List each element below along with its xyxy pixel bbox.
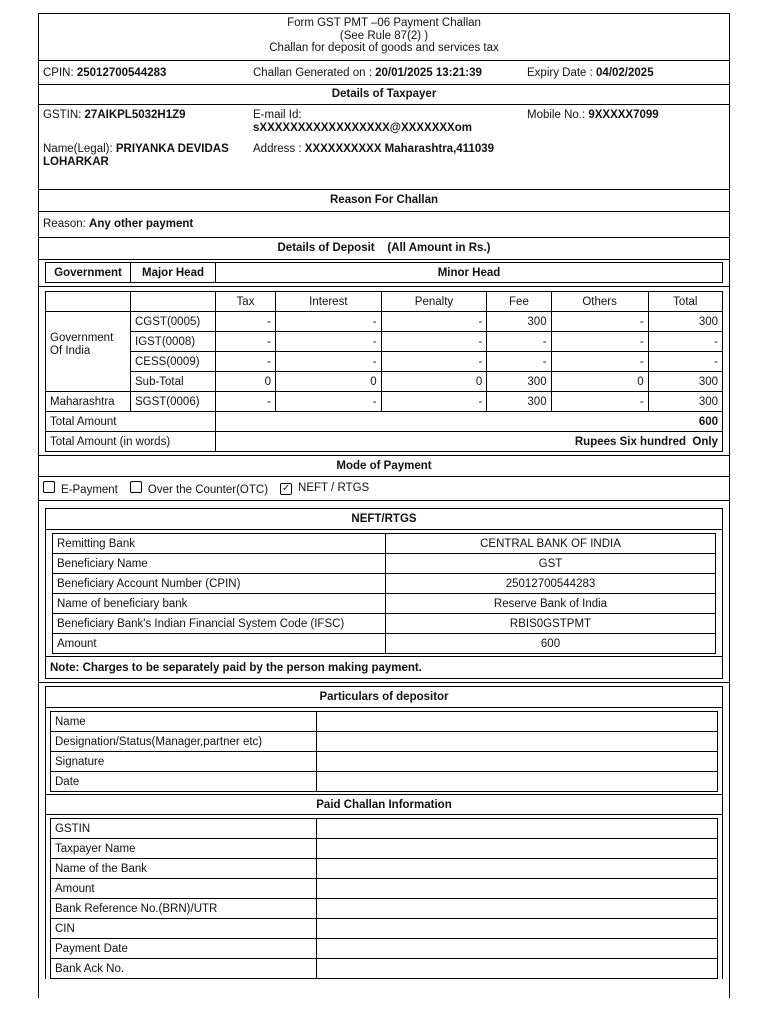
cell-value: 300 [648,372,722,392]
table-row [53,574,716,594]
neft-value-cell: GST [386,554,716,574]
state-cell: Maharashtra [46,392,131,412]
col-total: Total [648,292,722,312]
neft-label-cell: Beneficiary Account Number (CPIN) [53,574,386,594]
table-row [51,839,718,859]
generated-value: 20/01/2025 13:21:39 [375,66,482,79]
table-row [51,879,718,899]
table-row [46,332,723,352]
taxpayer-details [39,105,729,190]
major-head-cell: CGST(0005) [131,312,216,332]
paid-value-cell [317,859,718,879]
paid-label-cell: Bank Reference No.(BRN)/UTR [51,899,317,919]
depositor-label-cell: Date [51,772,317,792]
address-label: Address : [253,143,305,155]
gstin-label: GSTIN: [43,109,85,121]
expiry-label: Expiry Date : [527,66,597,79]
neft-label-cell: Remitting Bank [53,534,386,554]
cell-value: - [381,312,487,332]
otc-label: Over the Counter(OTC) [147,484,269,496]
cell-value: - [551,312,648,332]
name-value: PRIYANKA DEVIDAS LOHARKAR [43,143,229,168]
table-row [51,772,718,792]
cell-value: - [381,392,487,412]
cell-value: 0 [381,372,487,392]
major-head-cell: SGST(0006) [131,392,216,412]
cell-value: 300 [487,372,551,392]
total-label: Total Amount [46,412,216,432]
reason-row [39,212,729,238]
table-row [53,534,716,554]
depositor-label-cell: Name [51,712,317,732]
paid-label-cell: CIN [51,919,317,939]
cell-value: - [276,332,382,352]
cell-value: 300 [487,392,551,412]
reason-value: Any other payment [89,218,194,230]
deposit-table-wrap [39,287,729,456]
neft-value-cell: Reserve Bank of India [386,594,716,614]
challan-page [38,13,730,998]
form-subtitle: Challan for deposit of goods and services tax [269,42,499,54]
neft-value-cell: 600 [386,634,716,654]
neft-checkbox[interactable]: ✓ [281,483,291,494]
table-row [51,919,718,939]
name-label: Name(Legal): [43,143,116,155]
neft-label-cell: Amount [53,634,386,654]
col-tax: Tax [216,292,276,312]
total-row [46,412,723,432]
form-title: Form GST PMT –06 Payment Challan [287,17,481,29]
address-value: XXXXXXXXXX Maharashtra,411039 [304,143,495,155]
col-interest: Interest [276,292,382,312]
paid-value-cell [317,839,718,859]
cell-value: 300 [648,392,722,412]
table-row [51,752,718,772]
paid-label-cell: Bank Ack No. [51,959,317,979]
cell-value: 0 [551,372,648,392]
neft-value-cell: 25012700544283 [386,574,716,594]
depositor-label-cell: Signature [51,752,317,772]
paid-value-cell [317,959,718,979]
otc-option[interactable] [130,481,268,496]
cell-value: - [381,332,487,352]
depositor-value-cell[interactable] [317,752,718,772]
paid-value-cell [317,819,718,839]
cell-value: - [551,332,648,352]
cell-value: 300 [648,312,722,332]
neft-table [52,533,716,654]
cell-value: - [276,352,382,372]
form-rule: (See Rule 87(2) ) [339,29,429,42]
table-row [46,392,723,412]
depositor-label-cell: Designation/Status(Manager,partner etc) [51,732,317,752]
words-row [46,432,723,452]
paid-label-cell: Taxpayer Name [51,839,317,859]
deposit-table [45,291,723,452]
paid-value-cell [317,899,718,919]
expiry-value: 04/02/2025 [596,66,654,79]
cell-value: - [216,332,276,352]
table-row [46,352,723,372]
depositor-title: Particulars of depositor [46,687,722,708]
cell-value: - [648,332,722,352]
words-value: Rupees Six hundred Only [216,432,723,452]
neft-note: Note: Charges to be separately paid by the person making payment. [46,656,722,678]
neft-title: NEFT/RTGS [46,509,722,530]
cell-value: - [276,392,382,412]
table-row [53,554,716,574]
head-major: Major Head [131,263,216,283]
cell-value: - [551,352,648,372]
neft-wrap [39,501,729,683]
paid-table [50,818,718,979]
table-row [53,614,716,634]
table-row [51,859,718,879]
epayment-label: E-Payment [61,484,118,496]
mobile-label: Mobile No.: [527,109,589,121]
mobile-value: 9XXXXX7099 [588,109,659,121]
table-row [51,732,718,752]
col-others: Others [551,292,648,312]
col-fee: Fee [487,292,551,312]
generated-label: Challan Generated on : [253,66,376,79]
cell-value: - [551,392,648,412]
cell-value: - [216,352,276,372]
major-head-cell: IGST(0008) [131,332,216,352]
cell-value: - [487,332,551,352]
table-row [51,959,718,979]
neft-option[interactable] [280,482,369,495]
deposit-head-wrap [39,260,729,287]
neft-label: NEFT / RTGS [298,482,370,494]
table-row [51,712,718,732]
table-row [53,594,716,614]
cpin-value: 25012700544283 [76,66,167,79]
paid-value-cell [317,919,718,939]
total-value: 600 [216,412,723,432]
mode-options [39,477,729,501]
neft-box [45,508,723,679]
deposit-title-text: Details of Deposit (All Amount in Rs.) [277,242,491,254]
depositor-box [45,686,723,979]
table-row [46,312,723,332]
paid-label-cell: Amount [51,879,317,899]
mode-section-title: Mode of Payment [39,456,729,477]
neft-label-cell: Beneficiary Bank's Indian Financial System Code (IFSC) [53,614,386,634]
cell-value: - [276,312,382,332]
email-value: sXXXXXXXXXXXXXXXXX@XXXXXXXom [253,122,472,134]
cell-value: - [216,392,276,412]
depositor-wrap [39,683,729,979]
table-row [51,899,718,919]
paid-value-cell [317,879,718,899]
paid-label-cell: Payment Date [51,939,317,959]
table-row [51,819,718,839]
table-row [46,372,723,392]
depositor-value-cell[interactable] [317,732,718,752]
challan-header [39,14,729,61]
gov-india-cell: Government Of India [46,312,131,392]
deposit-head-table [45,262,723,283]
cell-value: - [216,312,276,332]
cell-value: 300 [487,312,551,332]
deposit-col-header [46,292,723,312]
neft-value-cell: RBIS0GSTPMT [386,614,716,634]
otc-checkbox[interactable] [130,481,142,493]
major-head-cell: Sub-Total [131,372,216,392]
table-row [53,634,716,654]
paid-value-cell [317,939,718,959]
head-government: Government [46,263,131,283]
cell-value: - [487,352,551,372]
cell-value: 0 [216,372,276,392]
depositor-value-cell[interactable] [317,712,718,732]
deposit-section-title [39,238,729,260]
epayment-option[interactable] [43,481,118,496]
words-label: Total Amount (in words) [46,432,216,452]
head-minor: Minor Head [216,263,723,283]
neft-label-cell: Beneficiary Name [53,554,386,574]
cpin-label: CPIN: [43,66,77,79]
depositor-value-cell[interactable] [317,772,718,792]
paid-title: Paid Challan Information [46,794,722,815]
paid-label-cell: Name of the Bank [51,859,317,879]
epayment-checkbox[interactable] [43,481,55,493]
table-row [51,939,718,959]
col-penalty: Penalty [381,292,487,312]
cell-value: 0 [276,372,382,392]
neft-label-cell: Name of beneficiary bank [53,594,386,614]
reason-section-title: Reason For Challan [39,190,729,212]
cell-value: - [648,352,722,372]
depositor-table [50,711,718,792]
email-label: E-mail Id: [253,109,302,121]
paid-label-cell: GSTIN [51,819,317,839]
taxpayer-section-title: Details of Taxpayer [39,85,729,105]
gstin-value: 27AIKPL5032H1Z9 [84,109,186,121]
cpin-row [39,61,729,85]
neft-value-cell: CENTRAL BANK OF INDIA [386,534,716,554]
major-head-cell: CESS(0009) [131,352,216,372]
reason-label: Reason: [43,218,90,230]
cell-value: - [381,352,487,372]
